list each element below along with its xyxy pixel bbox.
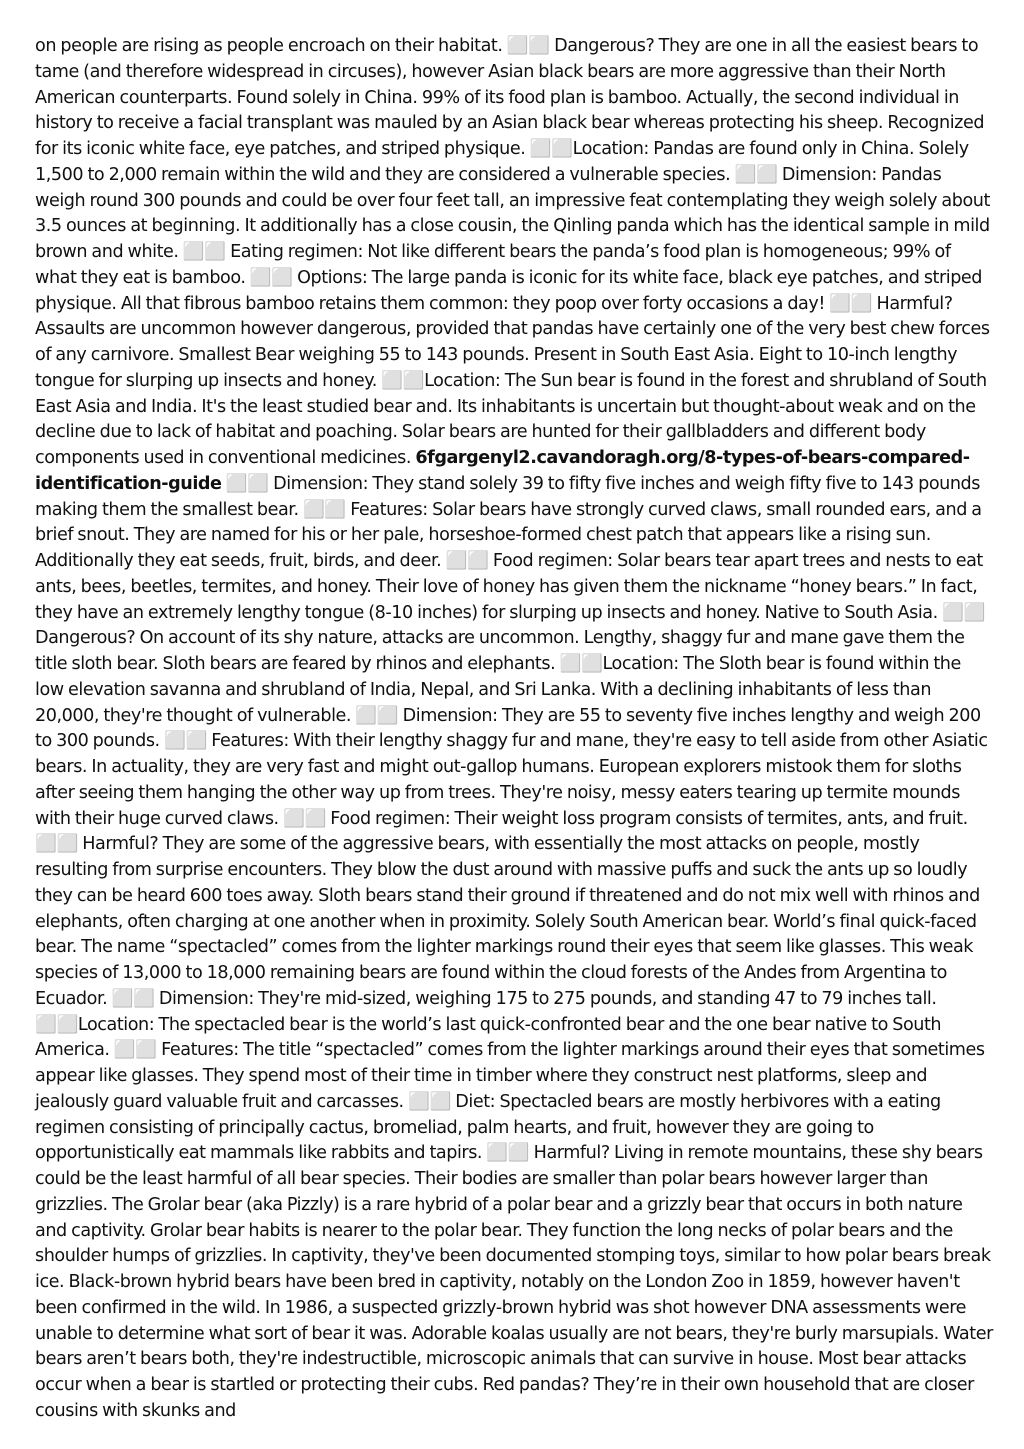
article-text-part-1: on people are rising as people encroach on their habitat. ⬜⬜ Dangerous? They are one in all the easiest bears to tame (and therefore widespread in circuses), however Asian black bears are more aggressive than their North American counterparts. Found solely in China. 99% of its food plan is bamboo. Actually, the second individual in history to receive a facial transplant was mauled by an Asian black bear whereas protecting his sheep. Recognized for its iconic white face, eye patches, and striped physique. ⬜⬜Location: Pandas are found only in China. Solely 1,500 to 2,000 remain within the wild and they are considered a vulnerable species. ⬜⬜ Dimension: Pandas weigh round 300 pounds and could be over four feet tall, an impressive feat contemplating they weigh solely about 3.5 ounces at beginning. It additionally has a close cousin, the Qinling panda which has the identical sample in mild brown and white. ⬜⬜ Eating regimen: Not like different bears the panda’s food plan is homogeneous; 99% of what they eat is bamboo. ⬜⬜ Options: The large panda is iconic for its white face, black eye patches, and striped physique. All that fibrous bamboo retains them common: they poop over forty occasions a day! ⬜⬜ Harmful? Assaults are uncommon however dangerous, provided that pandas have certainly one of the very best chew forces of any carnivore. Smallest Bear weighing 55 to 143 pounds. Present in South East Asia. Eight to 10-inch lengthy tongue for slurping up insects and honey. ⬜⬜Location: The Sun bear is found in the forest and shrubland of South East Asia and India. It's the least studied bear and. Its inhabitants is uncertain but thought-about weak and on the decline due to lack of habitat and poaching. Solar bears are hunted for their gallbladders and different body components used in conventional medicines. <box>35 36 990 468</box>
article-text-part-2: ⬜⬜ Dimension: They stand solely 39 to fifty five inches and weigh fifty five to 143 pounds making them the smallest bear. ⬜⬜ Features: Solar bears have strongly curved claws, small rounded ears, and a brief snout. They are named for his or her pale, horseshoe-formed chest patch that appears like a rising sun. Additionally they eat seeds, fruit, birds, and deer. ⬜⬜ Food regimen: Solar bears tear apart trees and nests to eat ants, bees, beetles, termites, and honey. Their love of honey has given them the nickname “honey bears.” In fact, they have an extremely lengthy tongue (8-10 inches) for slurping up insects and honey. Native to South Asia. ⬜⬜ Dangerous? On account of its shy nature, attacks are uncommon. Lengthy, shaggy fur and mane gave them the title sloth bear. Sloth bears are feared by rhinos and elephants. ⬜⬜Location: The Sloth bear is found within the low elevation savanna and shrubland of India, Nepal, and Sri Lanka. With a declining inhabitants of less than 20,000, they're thought of vulnerable. ⬜⬜ Dimension: They are 55 to seventy five inches lengthy and weigh 200 to 300 pounds. ⬜⬜ Features: With their lengthy shaggy fur and mane, they're easy to tell aside from other Asiatic bears. In actuality, they are very fast and might out-gallop humans. European explorers mistook them for sloths after seeing them hanging the other way up from trees. They're noisy, messy eaters tearing up termite mounds with their huge curved claws. ⬜⬜ Food regimen: Their weight loss program consists of termites, ants, and fruit. ⬜⬜ Harmful? They are some of the aggressive bears, with essentially the most attacks on people, mostly resulting from surprise encounters. They blow the dust around with massive puffs and suck the ants up so loudly they can be heard 600 toes away. Sloth bears stand their ground if threatened and do not mix well with rhinos and elephants, often charging at one another when in proximity. Solely South American bear. World’s final quick-faced bear. The name “spectacled” comes from the lighter markings round their eyes that seem like glasses. This weak species of 13,000 to 18,000 remaining bears are found within the cloud forests of the Andes from Argentina to Ecuador. ⬜⬜ Dimension: They're mid-sized, weighing 175 to 275 pounds, and standing 47 to 79 inches tall. ⬜⬜Location: The spectacled bear is the world’s last quick-confronted bear and the one bear native to South America. ⬜⬜ Features: The title “spectacled” comes from the lighter markings around their eyes that sometimes appear like glasses. They spend most of their time in timber where they construct nest platforms, sleep and jealously guard valuable fruit and carcasses. ⬜⬜ Diet: Spectacled bears are mostly herbivores with a eating regimen consisting of principally cactus, bromeliad, palm hearts, and fruit, however they are going to opportunistically eat mammals like rabbits and tapirs. ⬜⬜ Harmful? Living in remote mountains, these shy bears could be the least harmful of all bear species. Their bodies are smaller than polar bears however larger than grizzlies. The Grolar bear (aka Pizzly) is a rare hybrid of a polar bear and a grizzly bear that occurs in both nature and captivity. Grolar bear habits is nearer to the polar bear. They function the long necks of polar bears and the shoulder humps of grizzlies. In captivity, they've been documented stomping toys, similar to how polar bears break ice. Black-brown hybrid bears have been bred in captivity, notably on the London Zoo in 1859, however haven't been confirmed in the wild. In 1986, a suspected grizzly-brown hybrid was shot however DNA assessments were unable to determine what sort of bear it was. Adorable koalas usually are not bears, they're burly marsupials. Water bears aren’t bears both, they're indestructible, microscopic animals that can survive in house. Most bear attacks occur when a bear is startled or protecting their cubs. Red pandas? They’re in their own household that are closer cousins with skunks and <box>35 473 993 1421</box>
source-link[interactable]: 6fgargenyl2.cavandoragh.org/8-types-of-bears-compared-identification-guide <box>35 448 970 494</box>
article-body <box>35 34 993 1425</box>
article-page <box>35 34 993 1425</box>
